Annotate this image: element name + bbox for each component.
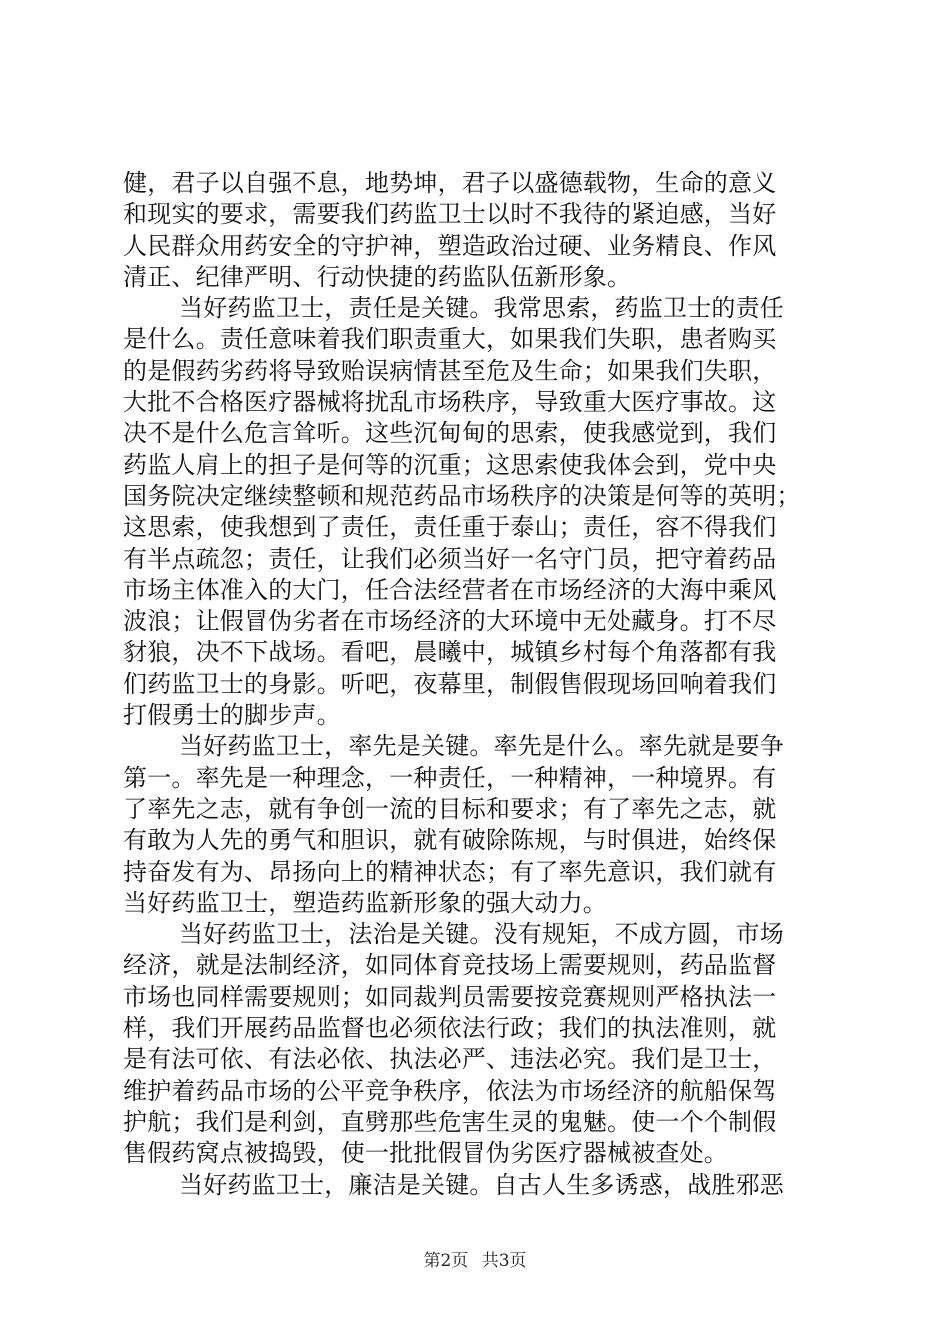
text-line: 清正、纪律严明、行动快捷的药监队伍新形象。 — [123, 262, 632, 291]
text-line: 当好药监卫士，法治是关键。没有规矩，不成方圆，市场 — [179, 920, 784, 949]
text-line: 售假药窝点被捣毁，使一批批假冒伪劣医疗器械被查处。 — [123, 1139, 728, 1168]
text-line: 了率先之志，就有争创一流的目标和要求；有了率先之志，就 — [123, 794, 777, 823]
body-text — [123, 168, 833, 1201]
text-line: 是什么。责任意味着我们职责重大，如果我们失职，患者购买 — [123, 325, 777, 354]
text-line: 们药监卫士的身影。听吧，夜幕里，制假售假现场回响着我们 — [123, 669, 777, 698]
text-line: 护航；我们是利剑，直劈那些危害生灵的鬼魅。使一个个制假 — [123, 1107, 777, 1136]
text-line: 波浪；让假冒伪劣者在市场经济的大环境中无处藏身。打不尽 — [123, 607, 777, 636]
page-number: 第2页 — [423, 1251, 469, 1271]
text-line: 的是假药劣药将导致贻误病情甚至危及生命；如果我们失职， — [123, 356, 777, 385]
text-line: 国务院决定继续整顿和规范药品市场秩序的决策是何等的英明； — [123, 481, 801, 510]
text-line: 打假勇士的脚步声。 — [123, 701, 341, 730]
text-line: 样，我们开展药品监督也必须依法行政；我们的执法准则，就 — [123, 1014, 777, 1043]
page-total: 共3页 — [481, 1251, 527, 1271]
page-footer — [0, 1246, 950, 1271]
text-line: 持奋发有为、昂扬向上的精神状态；有了率先意识，我们就有 — [123, 857, 777, 886]
text-line: 第一。率先是一种理念，一种责任，一种精神，一种境界。有 — [123, 763, 777, 792]
text-line: 当好药监卫士，责任是关键。我常思索，药监卫士的责任 — [179, 294, 784, 323]
text-line: 有半点疏忽；责任，让我们必须当好一名守门员，把守着药品 — [123, 544, 777, 573]
text-line: 决不是什么危言耸听。这些沉甸甸的思索，使我感觉到，我们 — [123, 419, 777, 448]
text-line: 人民群众用药安全的守护神，塑造政治过硬、业务精良、作风 — [123, 231, 777, 260]
text-line: 豺狼，决不下战场。看吧，晨曦中，城镇乡村每个角落都有我 — [123, 638, 777, 667]
text-line: 这思索，使我想到了责任，责任重于泰山；责任，容不得我们 — [123, 513, 777, 542]
text-line: 市场主体准入的大门，任合法经营者在市场经济的大海中乘风 — [123, 575, 777, 604]
text-line: 大批不合格医疗器械将扰乱市场秩序，导致重大医疗事故。这 — [123, 388, 777, 417]
text-line: 市场也同样需要规则；如同裁判员需要按竞赛规则严格执法一 — [123, 982, 777, 1011]
text-line: 当好药监卫士，率先是关键。率先是什么。率先就是要争 — [179, 732, 784, 761]
text-line: 维护着药品市场的公平竞争秩序，依法为市场经济的航船保驾 — [123, 1076, 777, 1105]
text-line: 当好药监卫士，廉洁是关键。自古人生多诱惑，战胜邪恶 — [179, 1170, 784, 1199]
text-line: 健，君子以自强不息，地势坤，君子以盛德载物，生命的意义 — [123, 169, 777, 197]
text-line: 药监人肩上的担子是何等的沉重；这思索使我体会到，党中央 — [123, 450, 777, 479]
text-line: 是有法可依、有法必依、执法必严、违法必究。我们是卫士， — [123, 1045, 777, 1074]
text-line: 有敢为人先的勇气和胆识，就有破除陈规，与时俱进，始终保 — [123, 826, 777, 855]
text-line: 当好药监卫士，塑造药监新形象的强大动力。 — [123, 888, 607, 917]
text-line: 和现实的要求，需要我们药监卫士以时不我待的紧迫感，当好 — [123, 200, 777, 229]
text-line: 经济，就是法制经济，如同体育竞技场上需要规则，药品监督 — [123, 951, 777, 980]
